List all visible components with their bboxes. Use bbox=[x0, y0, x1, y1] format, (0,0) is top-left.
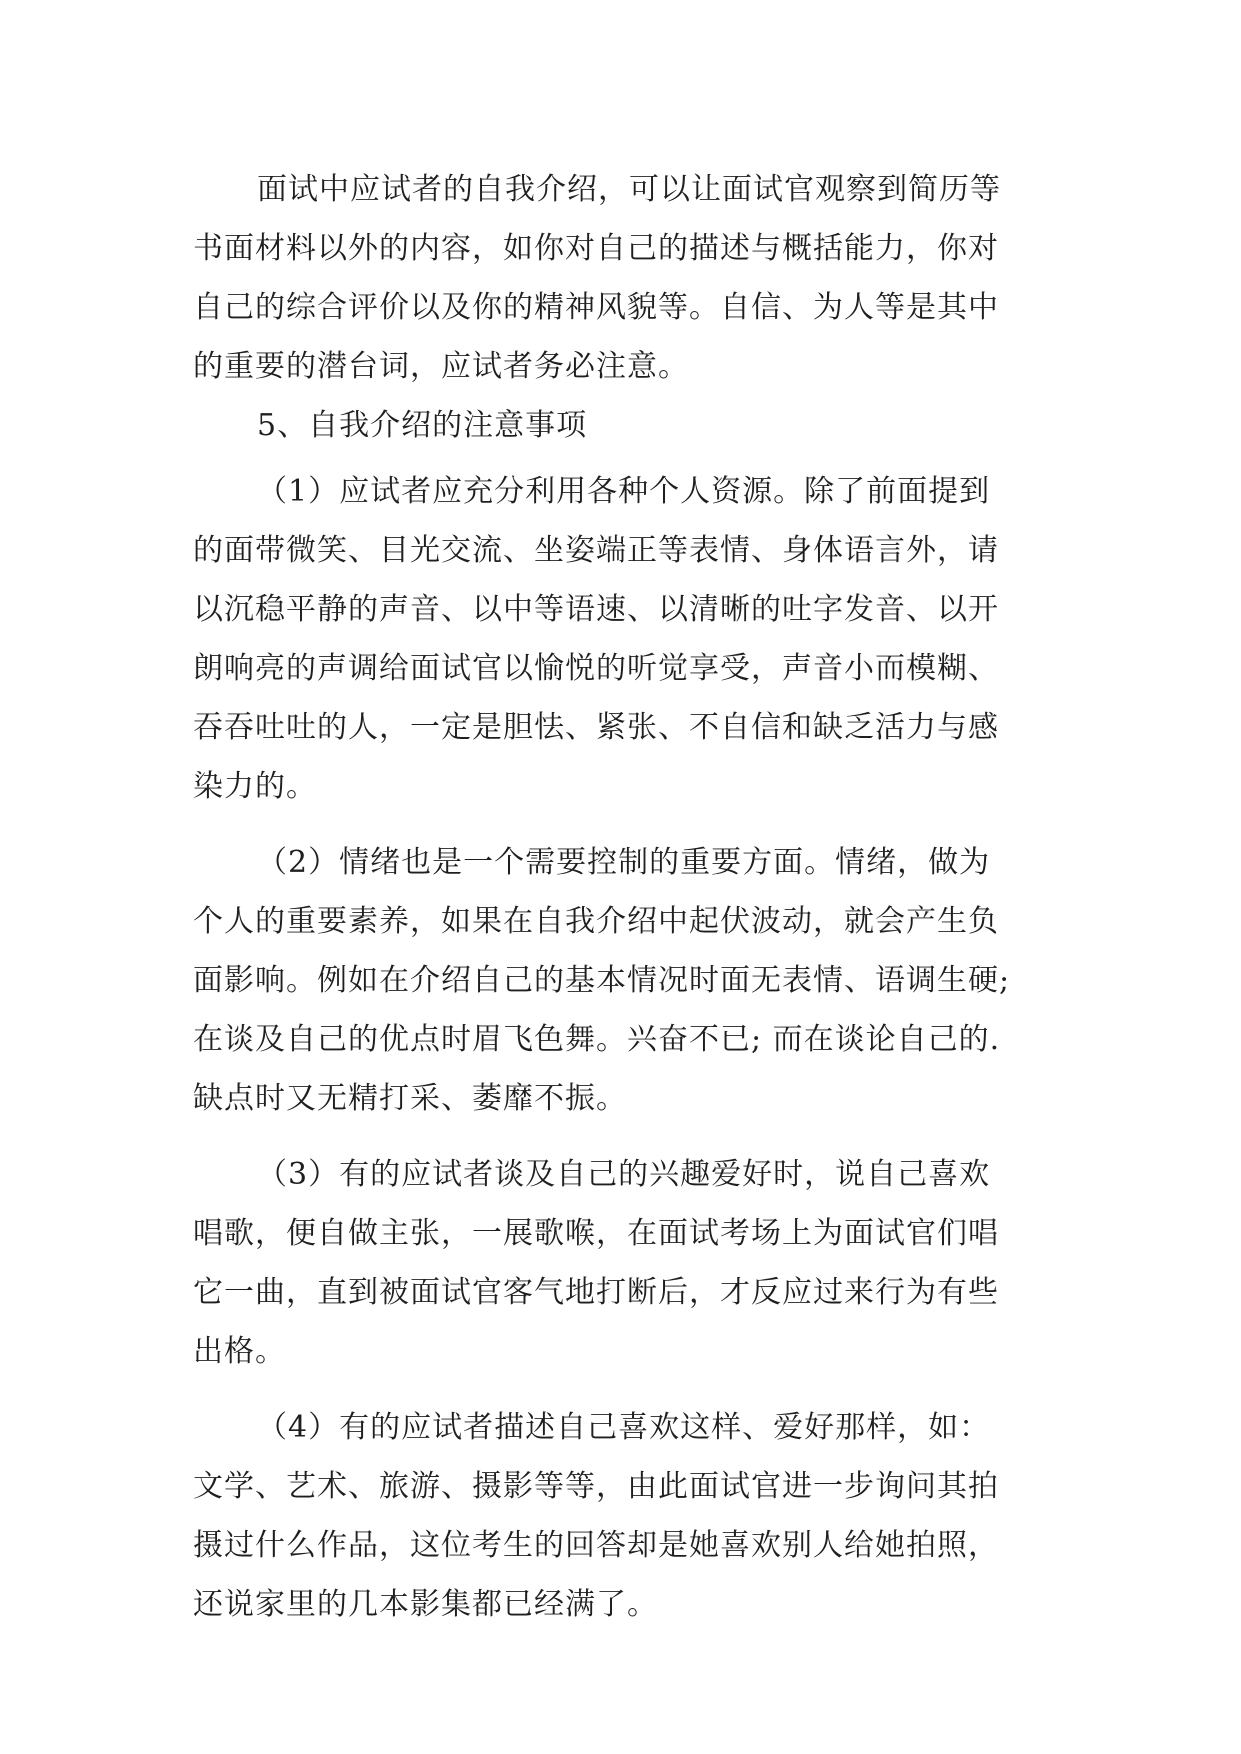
text-line: 自己的综合评价以及你的精神风貌等。自信、为人等是其中 bbox=[193, 290, 999, 325]
paragraph-item-4 bbox=[193, 1398, 1073, 1634]
text-line: 面影响。例如在介绍自己的基本情况时面无表情、语调生硬; bbox=[193, 963, 1011, 998]
text-line: 的面带微笑、目光交流、坐姿端正等表情、身体语言外，请 bbox=[193, 533, 999, 568]
text-line: 它一曲，直到被面试官客气地打断后，才反应过来行为有些 bbox=[193, 1275, 999, 1310]
paragraph-item-1 bbox=[193, 462, 1073, 816]
text-line: 文学、艺术、旅游、摄影等等，由此面试官进一步询问其拍 bbox=[193, 1469, 999, 1504]
paragraph-item-3 bbox=[193, 1145, 1073, 1381]
text-line: 的重要的潜台词，应试者务必注意。 bbox=[193, 349, 689, 384]
text-line: （3）有的应试者谈及自己的兴趣爱好时，说自己喜欢 bbox=[257, 1157, 991, 1192]
text-line: 唱歌，便自做主张，一展歌喉，在面试考场上为面试官们唱 bbox=[193, 1216, 999, 1251]
text-line: 吞吞吐吐的人，一定是胆怯、紧张、不自信和缺乏活力与感 bbox=[193, 710, 999, 745]
intro-paragraph bbox=[193, 160, 1073, 396]
text-line: 个人的重要素养，如果在自我介绍中起伏波动，就会产生负 bbox=[193, 904, 999, 939]
document-body bbox=[193, 160, 1073, 1634]
text-line: 面试中应试者的自我介绍，可以让面试官观察到简历等 bbox=[257, 172, 1001, 207]
text-line: （2）情绪也是一个需要控制的重要方面。情绪，做为 bbox=[257, 845, 991, 880]
text-line: 书面材料以外的内容，如你对自己的描述与概括能力，你对 bbox=[193, 231, 999, 266]
text-line: 还说家里的几本影集都已经满了。 bbox=[193, 1587, 658, 1622]
text-line: 出格。 bbox=[193, 1334, 286, 1369]
text-line: （4）有的应试者描述自己喜欢这样、爱好那样，如： bbox=[257, 1410, 991, 1445]
text-line: （1）应试者应充分利用各种个人资源。除了前面提到 bbox=[257, 474, 991, 509]
text-line: 在谈及自己的优点时眉飞色舞。兴奋不已; 而在谈论自己的. bbox=[193, 1022, 1001, 1057]
text-line: 以沉稳平静的声音、以中等语速、以清晰的吐字发音、以开 bbox=[193, 592, 999, 627]
section-heading: 5、自我介绍的注意事项 bbox=[257, 408, 588, 443]
text-line: 缺点时又无精打采、萎靡不振。 bbox=[193, 1081, 627, 1116]
text-line: 染力的。 bbox=[193, 769, 317, 804]
text-line: 摄过什么作品，这位考生的回答却是她喜欢别人给她拍照， bbox=[193, 1528, 999, 1563]
paragraph-item-2 bbox=[193, 833, 1073, 1128]
text-line: 朗响亮的声调给面试官以愉悦的听觉享受，声音小而模糊、 bbox=[193, 651, 999, 686]
